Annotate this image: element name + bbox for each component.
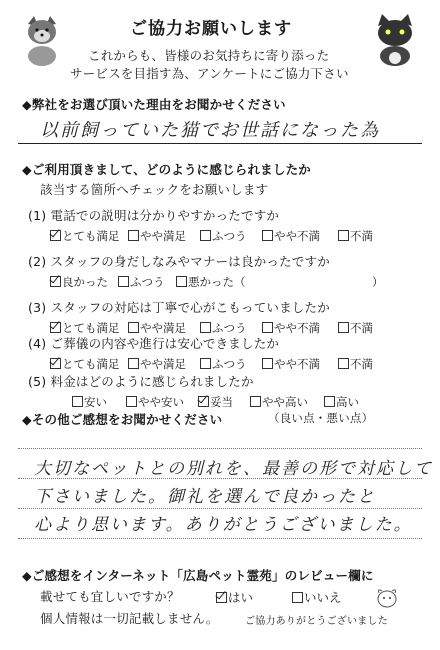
checkbox-icon[interactable] [50, 230, 61, 241]
checkbox-icon[interactable] [338, 322, 349, 333]
q1-option-3[interactable]: ふつう [200, 228, 247, 244]
review-no-option[interactable]: いいえ [292, 588, 342, 606]
impression-question: ◆その他ご感想をお聞かせください [22, 412, 223, 427]
checkbox-icon[interactable] [338, 230, 349, 241]
page-title: ご協力お願いします [130, 19, 292, 39]
q1-option-1[interactable]: とても満足 [50, 228, 120, 244]
impression-answer-line-2: 下さいました。御礼を選んで良かったと [34, 487, 376, 507]
answer-line [18, 508, 422, 509]
q5-option-4[interactable]: やや高い [250, 394, 308, 410]
impression-answer-line-1: 大切なペットとの別れを、最善の形で対応して [34, 459, 433, 479]
impression-answer-line-3: 心より思います。ありがとうございました。 [34, 515, 413, 535]
reason-answer: 以前飼っていた猫でお世話になった為 [40, 120, 380, 141]
checkbox-icon[interactable] [324, 396, 335, 407]
usage-instruction: 該当する箇所へチェックをお願いします [40, 182, 269, 197]
checkbox-icon[interactable] [50, 358, 61, 369]
header-line-2: サービスを目指す為、アンケートにご協力下さい [70, 66, 349, 81]
q2-option-2[interactable]: ふつう [118, 274, 165, 290]
q5-option-2[interactable]: やや安い [126, 394, 184, 410]
checkbox-icon[interactable] [128, 358, 139, 369]
checkbox-icon[interactable] [338, 358, 349, 369]
question-2: (2) スタッフの身だしなみやマナーは良かったですか [28, 254, 330, 269]
question-4: (4) ご葬儀の内容や進行は安心できましたか [28, 336, 280, 351]
checkbox-icon[interactable] [128, 322, 139, 333]
q2-option-3[interactable]: 悪かった（ [176, 274, 246, 290]
q4-option-5[interactable]: 不満 [338, 356, 373, 372]
reason-question: ◆弊社をお選び頂いた理由をお聞かせください [22, 97, 286, 112]
q2-option-1[interactable]: 良かった [50, 274, 108, 290]
q1-option-5[interactable]: 不満 [338, 228, 373, 244]
thanks-note: ご協力ありがとうございました [245, 616, 388, 627]
q4-option-4[interactable]: やや不満 [262, 356, 320, 372]
checkbox-icon[interactable] [292, 592, 303, 603]
checkbox-icon[interactable] [118, 276, 129, 287]
question-3: (3) スタッフの対応は丁寧で心がこもっていましたか [28, 300, 330, 315]
question-1: (1) 電話での説明は分かりやすかったですか [28, 208, 280, 223]
q1-option-4[interactable]: やや不満 [262, 228, 320, 244]
checkbox-icon[interactable] [262, 322, 273, 333]
checkbox-icon[interactable] [50, 276, 61, 287]
usage-question: ◆ご利用頂きまして、どのように感じられましたか [22, 162, 311, 177]
q3-option-5[interactable]: 不満 [338, 320, 373, 336]
q4-option-2[interactable]: やや満足 [128, 356, 186, 372]
privacy-note: 個人情報は一切記載しません。 [40, 611, 219, 626]
q3-option-3[interactable]: ふつう [200, 320, 247, 336]
q5-option-5[interactable]: 高い [324, 394, 359, 410]
q1-option-2[interactable]: やや満足 [128, 228, 186, 244]
question-5: (5) 料金はどのように感じられましたか [28, 374, 254, 389]
header-line-1: これからも、皆様のお気持ちに寄り添った [88, 48, 330, 63]
checkbox-icon[interactable] [198, 396, 209, 407]
q2-paren-close: ） [372, 275, 384, 289]
q3-option-4[interactable]: やや不満 [262, 320, 320, 336]
checkbox-icon[interactable] [126, 396, 137, 407]
review-question: ◆ご感想をインターネット「広島ペット霊苑」のレビュー欄に [22, 568, 374, 583]
q4-option-3[interactable]: ふつう [200, 356, 247, 372]
checkbox-icon[interactable] [200, 358, 211, 369]
checkbox-icon[interactable] [128, 230, 139, 241]
pet-icon [374, 586, 400, 610]
q3-option-2[interactable]: やや満足 [128, 320, 186, 336]
q4-option-1[interactable]: とても満足 [50, 356, 120, 372]
checkbox-icon[interactable] [176, 276, 187, 287]
impression-hint: （良い点・悪い点） [268, 411, 374, 425]
checkbox-icon[interactable] [216, 592, 227, 603]
cat-illustration [370, 14, 420, 66]
reason-underline [18, 143, 422, 144]
checkbox-icon[interactable] [200, 230, 211, 241]
answer-line [18, 448, 422, 449]
checkbox-icon[interactable] [50, 322, 61, 333]
q5-option-1[interactable]: 安い [72, 394, 107, 410]
checkbox-icon[interactable] [262, 230, 273, 241]
review-question-line-2: 載せても宜しいですか？ [40, 589, 180, 604]
checkbox-icon[interactable] [250, 396, 261, 407]
checkbox-icon[interactable] [72, 396, 83, 407]
review-yes-option[interactable]: はい [216, 588, 253, 606]
q5-option-3[interactable]: 妥当 [198, 394, 233, 410]
answer-line [18, 538, 422, 539]
q3-option-1[interactable]: とても満足 [50, 320, 120, 336]
checkbox-icon[interactable] [200, 322, 211, 333]
checkbox-icon[interactable] [262, 358, 273, 369]
dog-illustration [20, 14, 64, 66]
